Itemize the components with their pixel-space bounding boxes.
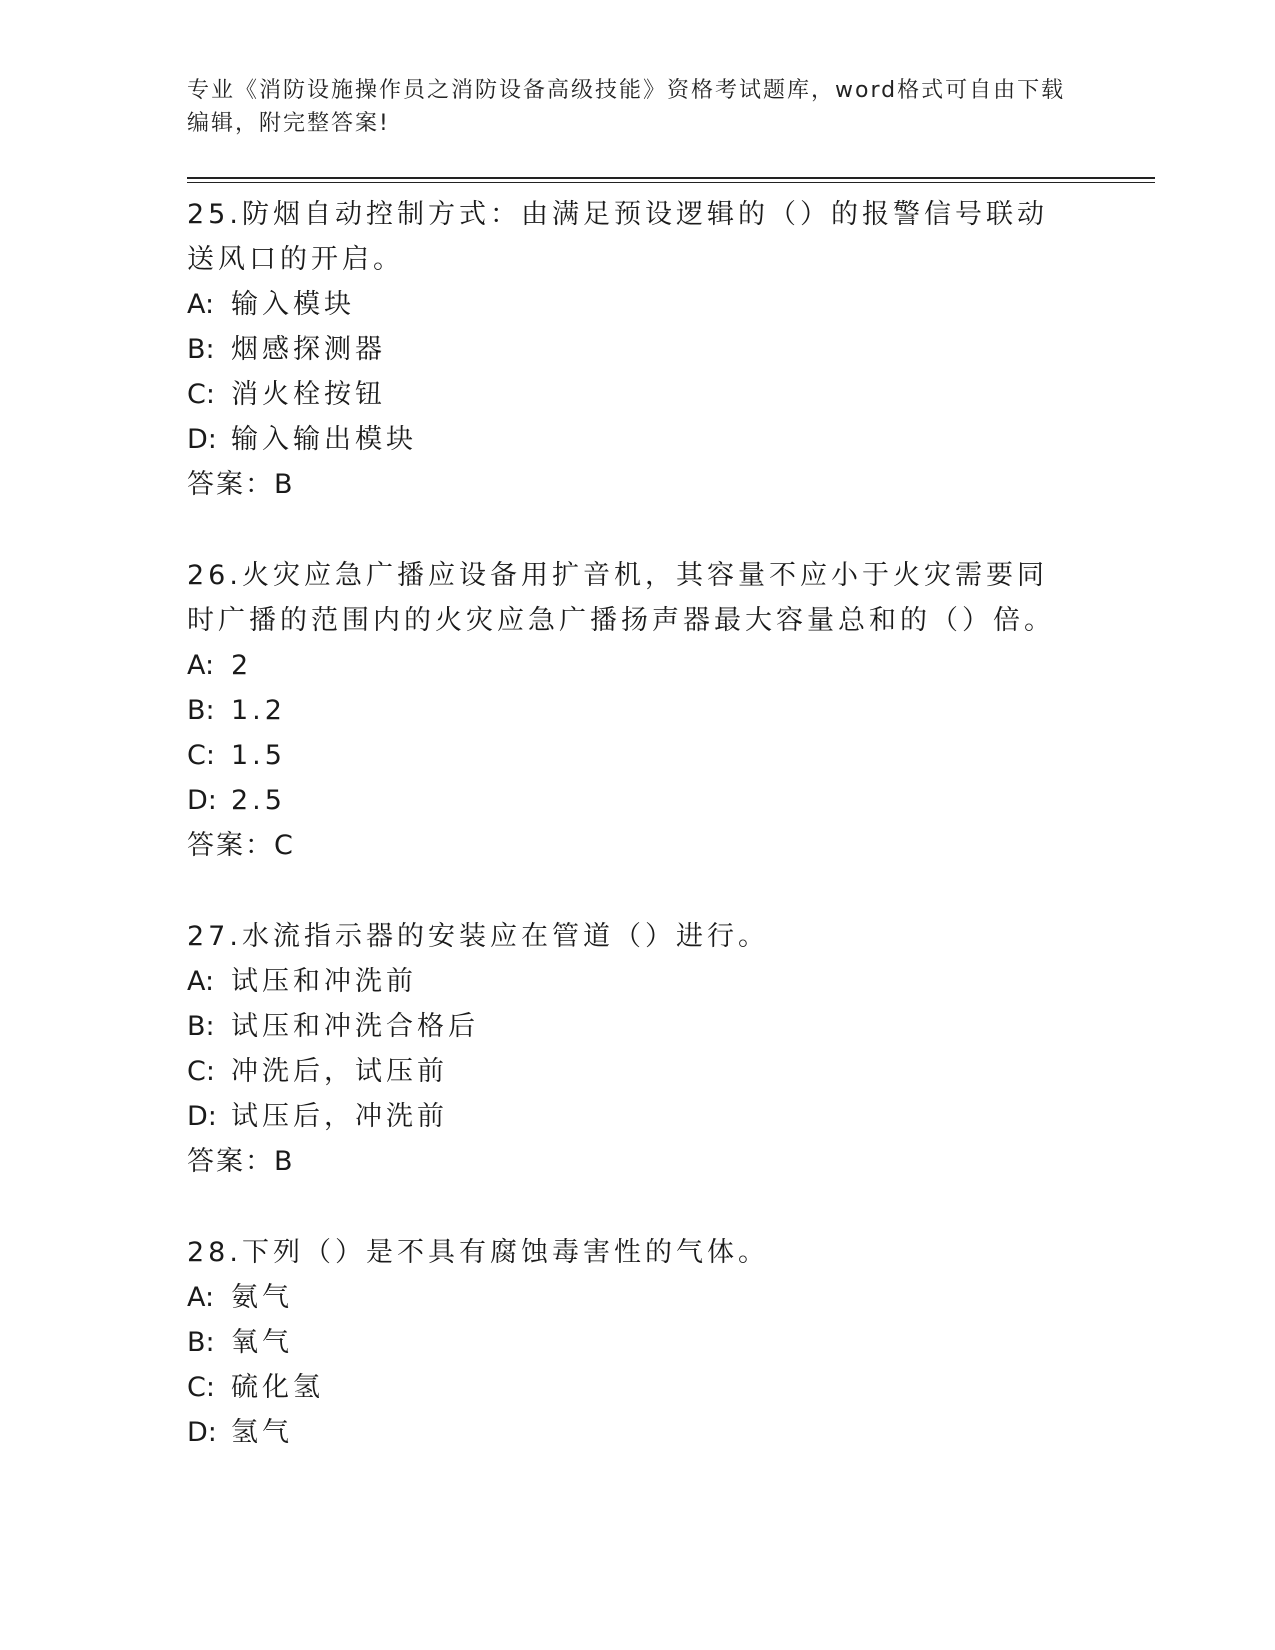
option-letter: B: xyxy=(187,334,215,365)
option-text: 试压和冲洗合格后 xyxy=(231,1011,479,1042)
option-text: 2.5 xyxy=(231,785,286,816)
option-c xyxy=(187,372,1087,417)
option-letter: A: xyxy=(187,650,215,681)
option-letter: D: xyxy=(187,424,217,455)
option-text: 氢气 xyxy=(231,1417,293,1448)
option-letter: D: xyxy=(187,1101,217,1132)
option-text: 烟感探测器 xyxy=(231,334,386,365)
option-text: 输入模块 xyxy=(231,289,355,320)
option-text: 消火栓按钮 xyxy=(231,379,386,410)
option-b xyxy=(187,688,1087,733)
option-letter: B: xyxy=(187,1011,215,1042)
option-letter: A: xyxy=(187,289,215,320)
question-stem: 28.下列（）是不具有腐蚀毒害性的气体。 xyxy=(187,1237,769,1268)
document-header: 专业《消防设施操作员之消防设备高级技能》资格考试题库，word格式可自由下载编辑，附完整答案! xyxy=(187,78,1066,136)
option-text: 硫化氢 xyxy=(231,1372,324,1403)
answer: 答案：B xyxy=(187,1146,295,1177)
option-d xyxy=(187,417,1087,462)
option-letter: D: xyxy=(187,1417,217,1448)
option-text: 氨气 xyxy=(231,1282,293,1313)
question-stem: 25.防烟自动控制方式：由满足预设逻辑的（）的报警信号联动送风口的开启。 xyxy=(187,199,1048,275)
option-letter: C: xyxy=(187,379,215,410)
question-28 xyxy=(187,1230,1087,1455)
option-a xyxy=(187,959,1087,1004)
option-text: 1.5 xyxy=(231,740,286,771)
question-stem: 27.水流指示器的安装应在管道（）进行。 xyxy=(187,921,769,952)
option-text: 输入输出模块 xyxy=(231,424,417,455)
option-text: 2 xyxy=(231,650,253,681)
option-letter: D: xyxy=(187,785,217,816)
option-text: 试压后，冲洗前 xyxy=(231,1101,448,1132)
header-divider-thin xyxy=(187,182,1155,183)
option-a xyxy=(187,1275,1087,1320)
answer: 答案：B xyxy=(187,469,295,500)
option-a xyxy=(187,643,1087,688)
option-b xyxy=(187,1004,1087,1049)
option-c xyxy=(187,733,1087,778)
option-c xyxy=(187,1365,1087,1410)
option-letter: A: xyxy=(187,966,215,997)
option-letter: A: xyxy=(187,1282,215,1313)
option-letter: C: xyxy=(187,1056,215,1087)
option-text: 试压和冲洗前 xyxy=(231,966,417,997)
question-26 xyxy=(187,553,1087,868)
option-d xyxy=(187,1410,1087,1455)
option-c xyxy=(187,1049,1087,1094)
option-letter: B: xyxy=(187,1327,215,1358)
option-text: 氧气 xyxy=(231,1327,293,1358)
option-text: 冲洗后，试压前 xyxy=(231,1056,448,1087)
answer: 答案：C xyxy=(187,830,295,861)
header-divider-thick xyxy=(187,177,1155,179)
question-25 xyxy=(187,192,1087,507)
option-letter: C: xyxy=(187,740,215,771)
option-d xyxy=(187,778,1087,823)
option-a xyxy=(187,282,1087,327)
question-list xyxy=(187,192,1087,1501)
question-stem: 26.火灾应急广播应设备用扩音机，其容量不应小于火灾需要同时广播的范围内的火灾应急广播扬声器最大容量总和的（）倍。 xyxy=(187,560,1055,636)
option-text: 1.2 xyxy=(231,695,286,726)
question-27 xyxy=(187,914,1087,1184)
option-b xyxy=(187,1320,1087,1365)
option-letter: B: xyxy=(187,695,215,726)
option-d xyxy=(187,1094,1087,1139)
option-letter: C: xyxy=(187,1372,215,1403)
option-b xyxy=(187,327,1087,372)
